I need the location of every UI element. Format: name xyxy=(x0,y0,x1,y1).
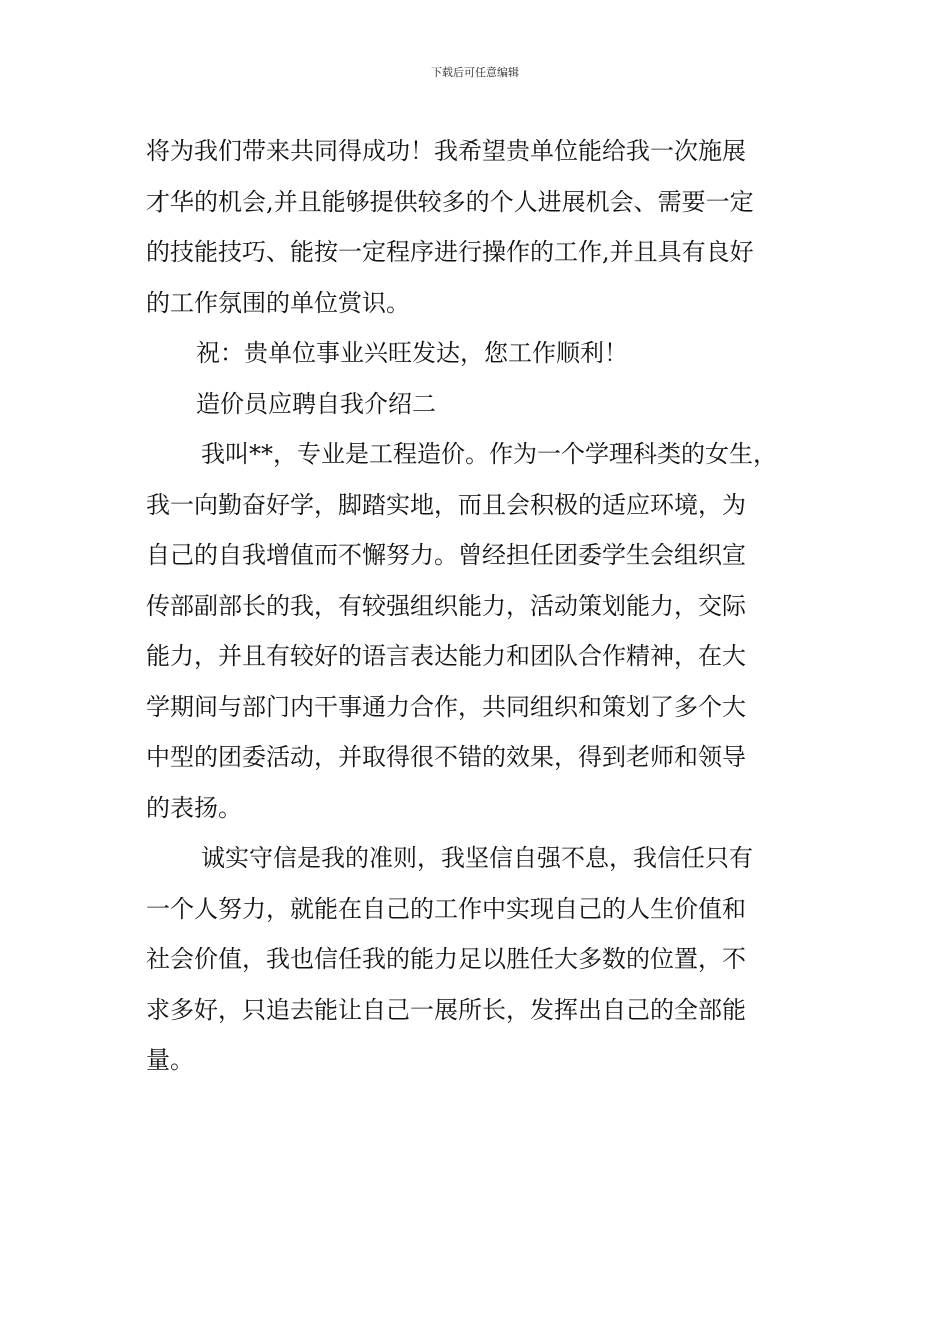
document-body xyxy=(146,126,810,1086)
text-line: 的技能技巧、能按一定程序进行操作的工作,并且具有良好 xyxy=(146,238,754,266)
text-line: 传部副部长的我，有较强组织能力，活动策划能力，交际 xyxy=(146,591,746,620)
text-line: 我一向勤奋好学，脚踏实地，而且会积极的适应环境，为 xyxy=(146,490,746,519)
greeting-line: 祝：贵单位事业兴旺发达，您工作顺利！ xyxy=(196,339,628,367)
text-line: 学期间与部门内干事通力合作，共同组织和策划了多个大 xyxy=(146,692,746,721)
text-line: 将为我们带来共同得成功！我希望贵单位能给我一次施展 xyxy=(146,137,746,165)
section-heading: 造价员应聘自我介绍二 xyxy=(196,389,436,418)
text-line: 自己的自我增值而不懈努力。曾经担任团委学生会组织宣 xyxy=(146,541,746,569)
text-line: 的表扬。 xyxy=(146,793,242,822)
text-line: 能力，并且有较好的语言表达能力和团队合作精神，在大 xyxy=(146,642,746,670)
text-line: 社会价值，我也信任我的能力足以胜任大多数的位置，不 xyxy=(146,945,746,973)
text-line: 中型的团委活动，并取得很不错的效果，得到老师和领导 xyxy=(146,743,746,771)
text-line: 才华的机会,并且能够提供较多的个人进展机会、需要一定 xyxy=(146,187,754,216)
text-line: 求多好，只追去能让自己一展所长，发挥出自己的全部能 xyxy=(146,995,746,1024)
header-note: 下载后可任意编辑 xyxy=(431,66,519,79)
text-line: 的工作氛围的单位赏识。 xyxy=(146,288,410,317)
text-line: 我叫**，专业是工程造价。作为一个学理科类的女生， xyxy=(201,440,777,468)
text-line: 诚实守信是我的准则，我坚信自强不息，我信任只有 xyxy=(201,844,753,872)
text-line: 一个人努力，就能在自己的工作中实现自己的人生价值和 xyxy=(146,894,746,923)
text-line: 量。 xyxy=(146,1046,194,1074)
